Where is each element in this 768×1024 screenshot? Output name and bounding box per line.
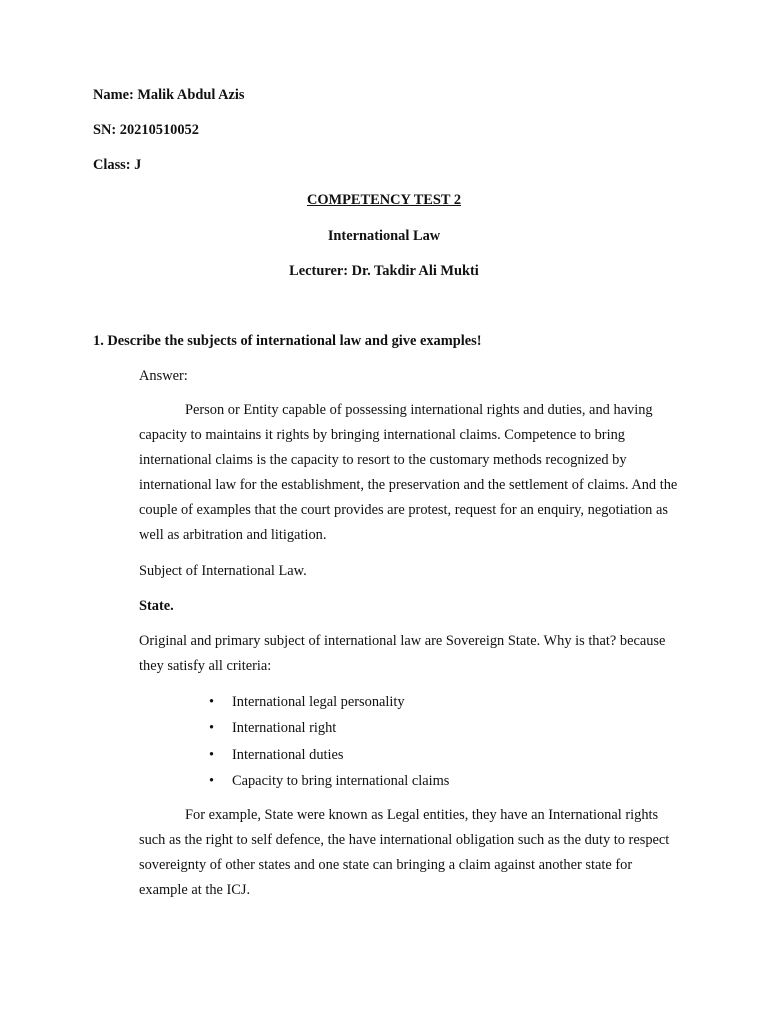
- bullet-icon: •: [209, 694, 215, 710]
- state-heading: State.: [139, 598, 174, 614]
- course-title: International Law: [327, 228, 441, 244]
- list-item: [139, 743, 449, 769]
- state-paragraph: Original and primary subject of international law are Sovereign State. Why is that? because they satisfy all criteria:: [139, 633, 666, 674]
- student-name: Name: Malik Abdul Azis: [93, 87, 245, 103]
- answer-label: Answer:: [139, 368, 188, 384]
- question-heading: 1. Describe the subjects of international law and give examples!: [93, 333, 482, 349]
- bullet-icon: •: [209, 746, 215, 763]
- criteria-list: [139, 690, 449, 795]
- answer-paragraph-1: Person or Entity capable of possessing international rights and duties, and having capacity to maintains it rights by bringing international claims. Competence to bring international claims is the capacity to resort to the customary methods recognized by international law for the establishment, the preservation and the settlement of claims. And the couple of examples that the court provides are protest, request for an enquiry, negotiation as well as arbitration and litigation.: [139, 402, 678, 543]
- example-paragraph: For example, State were known as Legal entities, they have an International rights such as the right to self defence, the have international obligation such as the duty to respect sovereignty of other states and one state can bringing a claim against another state for example at the ICJ.: [139, 807, 670, 898]
- bullet-icon: •: [209, 720, 215, 737]
- list-item: [139, 716, 449, 742]
- criteria-text: International legal personality: [232, 694, 405, 710]
- criteria-text: Capacity to bring international claims: [232, 772, 450, 789]
- list-item: [139, 769, 449, 795]
- bullet-icon: •: [209, 772, 215, 789]
- test-title: COMPETENCY TEST 2: [306, 192, 462, 208]
- student-number: SN: 20210510052: [93, 122, 199, 138]
- criteria-text: International duties: [232, 746, 344, 763]
- criteria-text: International right: [232, 720, 337, 737]
- lecturer-line: Lecturer: Dr. Takdir Ali Mukti: [289, 263, 479, 279]
- subject-heading: Subject of International Law.: [139, 563, 307, 579]
- list-item: [139, 690, 449, 716]
- class-label: Class: J: [93, 157, 142, 173]
